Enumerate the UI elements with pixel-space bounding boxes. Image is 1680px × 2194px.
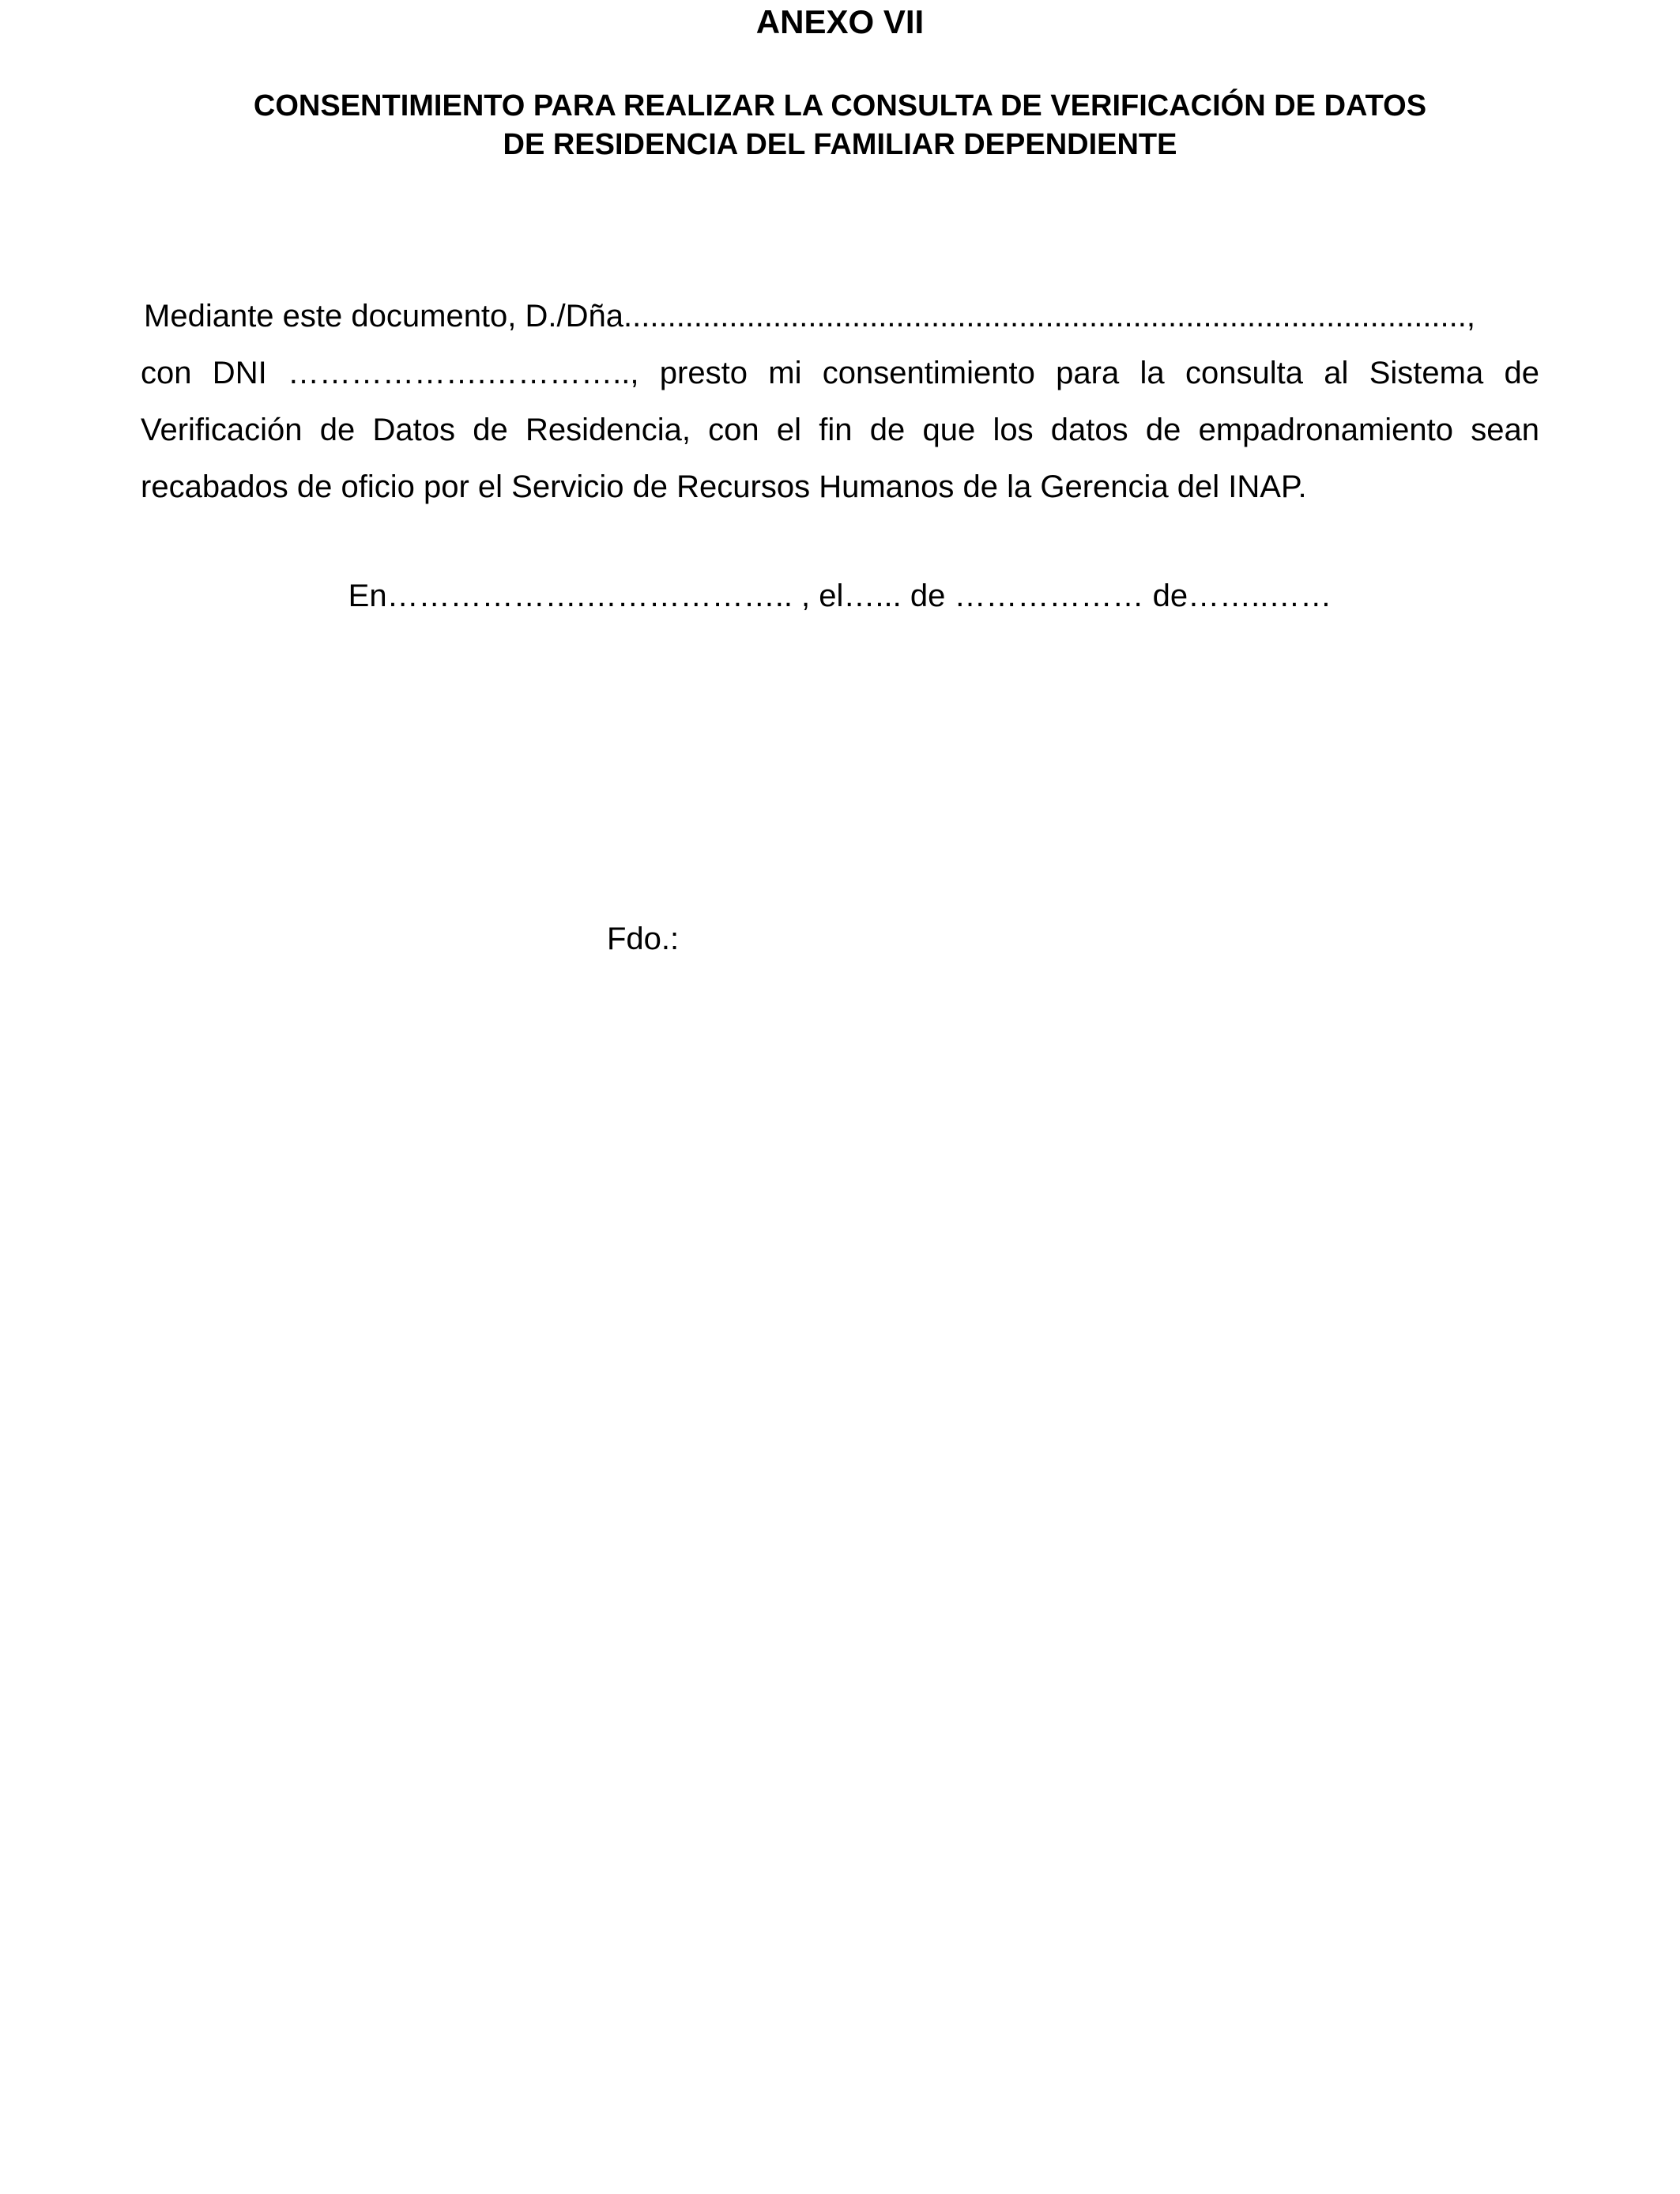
document-heading-line: CONSENTIMIENTO PARA REALIZAR LA CONSULTA DE VERIFICACIÓN DE DATOS — [253, 89, 1427, 123]
document-heading-line: DE RESIDENCIA DEL FAMILIAR DEPENDIENTE — [503, 128, 1177, 161]
document-heading — [142, 87, 1538, 164]
signature-label: Fdo.: — [607, 922, 680, 956]
annex-title: ANEXO VII — [755, 3, 925, 40]
paragraph-line-closing: recabados de oficio por el Servicio de Recursos Humanos de la Gerencia del INAP. — [141, 469, 1307, 504]
place-date-line: En……………….……………….. , el…... de ……………… de……..…… — [348, 579, 1332, 613]
paragraph-line-purpose: Verificación de Datos de Residencia, con el fin de que los datos de empadronamiento sean — [141, 413, 1539, 447]
paragraph-line-name: Mediante este documento, D./Dña................................................................................................, — [144, 299, 1475, 334]
consent-paragraph — [141, 288, 1539, 515]
paragraph-line-dni: con DNI ……………….………….., presto mi consentimiento para la consulta al Sistema de — [141, 356, 1539, 390]
